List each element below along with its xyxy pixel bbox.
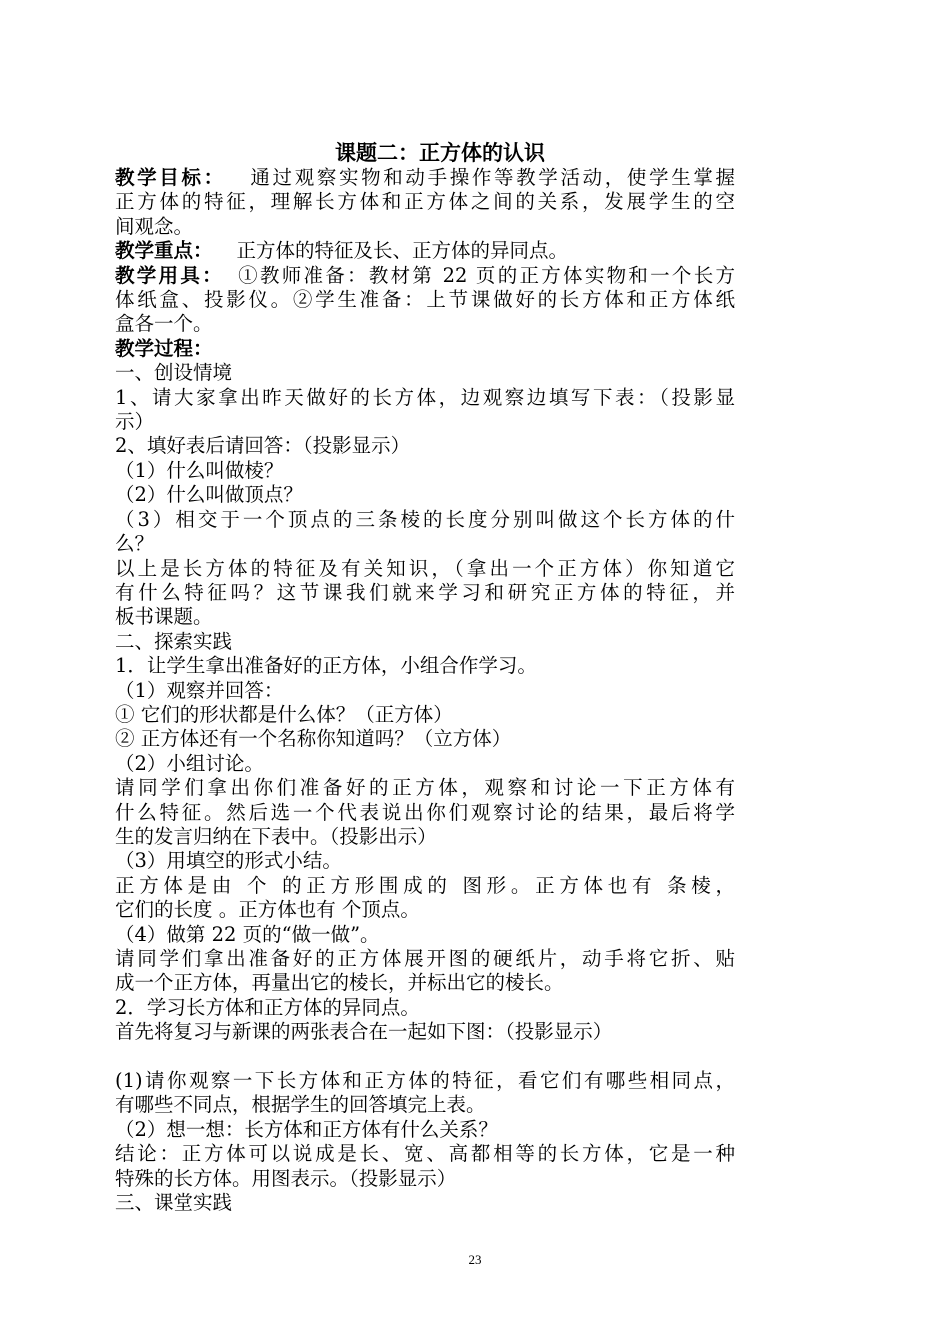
body-line: （2）小组讨论。 [115,751,264,775]
goal-line-1 [115,166,735,190]
tools-line-2: 体纸盒、投影仪。②学生准备：上节课做好的长方体和正方体纸 [115,288,735,312]
body-line: 2．学习长方体和正方体的异同点。 [115,995,420,1019]
body-line: 示） [115,410,155,434]
lesson-title: 课题二：正方体的认识 [335,140,545,165]
body-line: ① 它们的形状都是什么体？（正方体） [115,702,453,726]
body-line: 特殊的长方体。用图表示。（投影显示） [115,1166,457,1190]
body-line: 什么特征。然后选一个代表说出你们观察讨论的结果，最后将学 [115,800,735,824]
body-line: 板书课题。 [115,605,213,629]
body-line: 结论：正方体可以说成是长、宽、高都相等的长方体，它是一种 [115,1142,735,1166]
body-line: 2、填好表后请回答：（投影显示） [115,434,411,458]
body-line: 有什么特征吗？这节课我们就来学习和研究正方体的特征，并 [115,580,735,604]
body-line: 三、课堂实践 [115,1191,233,1215]
body-line: （3）用填空的形式小结。 [115,849,342,873]
key-label: 教学重点： [115,239,213,263]
tools-label: 教学用具： [115,263,224,287]
body-line: （3）相交于一个顶点的三条棱的长度分别叫做这个长方体的什 [115,507,735,531]
body-line: （2）想一想：长方体和正方体有什么关系？ [115,1117,498,1141]
body-line: 以上是长方体的特征及有关知识，（拿出一个正方体）你知道它 [115,556,735,580]
key-text: 正方体的特征及长、正方体的异同点。 [236,239,569,263]
body-line: 么？ [115,532,155,556]
document-body [115,140,735,1215]
body-line: （1）什么叫做棱？ [115,458,284,482]
body-line: （2）什么叫做顶点？ [115,483,303,507]
goal-label: 教学目标： [115,166,226,189]
body-line: 请同学们拿出你们准备好的正方体，观察和讨论一下正方体有 [115,776,735,800]
body-line: 请同学们拿出准备好的正方体展开图的硬纸片，动手将它折、贴 [115,947,735,970]
body-line: （4）做第 22 页的“做一做”。 [115,922,380,946]
key-line [115,239,735,263]
goal-text-1: 通过观察实物和动手操作等教学活动，使学生掌握 [247,166,735,189]
body-line: 有哪些不同点，根据学生的回答填完上表。 [115,1093,486,1117]
body-line: ② 正方体还有一个名称你知道吗？（立方体） [115,727,512,751]
goal-line-3: 间观念。 [115,214,194,238]
body-line: （1）观察并回答： [115,678,284,702]
goal-line-2: 正方体的特征，理解长方体和正方体之间的关系，发展学生的空 [115,190,735,214]
tools-line-3: 盒各一个。 [115,312,213,336]
body-line: 生的发言归纳在下表中。（投影出示） [115,824,437,848]
body-line: 首先将复习与新课的两张表合在一起如下图：（投影显示） [115,1020,613,1044]
body-line: 成一个正方体，再量出它的棱长，并标出它的棱长。 [115,971,564,995]
blank-line [115,1045,735,1069]
body-line: 1．让学生拿出准备好的正方体，小组合作学习。 [115,654,537,678]
tools-text-1: ①教师准备：教材第 22 页的正方体实物和一个长方 [235,263,735,287]
process-label: 教学过程： [115,336,213,360]
body-line: 一、创设情境 [115,361,233,385]
body-line: 1、请大家拿出昨天做好的长方体，边观察边填写下表：（投影显 [115,385,735,409]
body-line: 正方体是由 个 的正方形围成的 图形。正方体也有 条棱， [115,873,735,897]
tools-line-1 [115,264,735,288]
page-number: 23 [468,1252,482,1267]
body-line: 它们的长度 。正方体也有 个顶点。 [115,898,420,922]
body-line: (1)请你观察一下长方体和正方体的特征，看它们有哪些相同点， [115,1069,735,1093]
body-line: 二、探索实践 [115,629,233,653]
